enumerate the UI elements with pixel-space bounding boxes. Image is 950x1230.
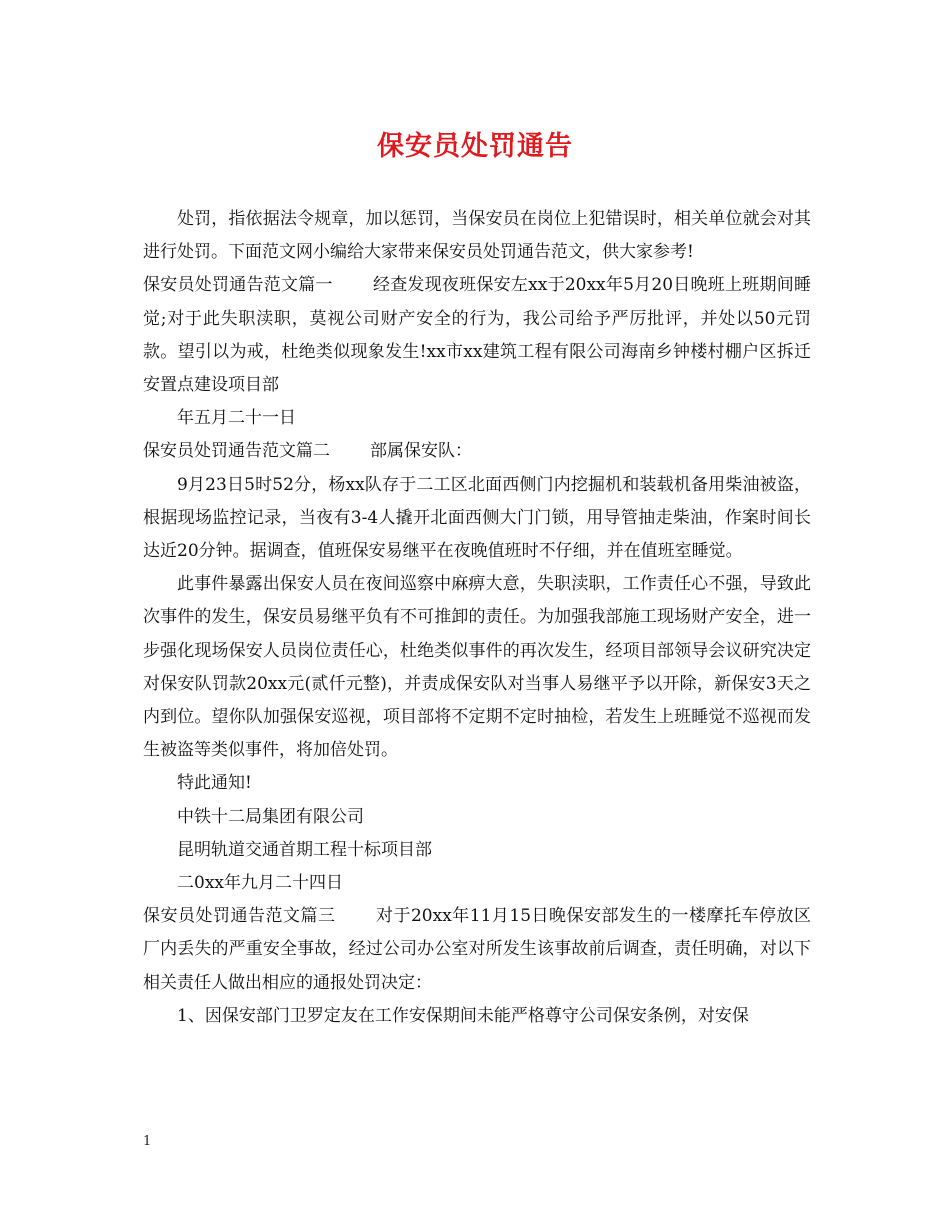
paragraph-text: 此事件暴露出保安人员在夜间巡察中麻痹大意，失职渎职，工作责任心不强，导致此次事件的发生，保安员易继平负有不可推卸的责任。为加强我部施工现场财产安全，进一步强化现场保安人员岗位责任心，杜绝类似事件的再次发生，经项目部领导会议研究决定对保安队罚款20xx元(贰仟元整)，并责成保安队对当事人易继平予以开除，新保安3天之内到位。望你队加强保安巡视，项目部将不定期不定时抽检，若发生上班睡觉不巡视而发生被盗等类似事件，将加倍处罚。 [143, 574, 811, 761]
paragraph-text: 特此通知! [177, 773, 252, 794]
paragraph [143, 834, 811, 867]
paragraph [143, 435, 811, 468]
paragraph [143, 568, 811, 767]
document-title: 保安员处罚通告 [377, 131, 573, 162]
paragraph-text: 9月23日5时52分，杨xx队存于二工区北面西侧门内挖掘机和装载机备用柴油被盗，根据现场监控记录，当夜有3-4人撬开北面西侧大门门锁，用导管抽走柴油，作案时间长达近20分钟。据调查，值班保安易继平在夜晚值班时不仔细，并在值班室睡觉。 [143, 474, 811, 562]
paragraph-text: 中铁十二局集团有限公司 [177, 806, 364, 827]
paragraph-text: 二0xx年九月二十四日 [177, 873, 343, 894]
document-body [143, 203, 811, 1033]
paragraph [143, 767, 811, 800]
paragraph [143, 269, 811, 402]
paragraph [143, 1000, 811, 1033]
paragraph-text: 昆明轨道交通首期工程十标项目部 [177, 839, 432, 860]
paragraph-text: 经查发现夜班保安左xx于20xx年5月20日晚班上班期间睡觉;对于此失职渎职，莫视公司财产安全的行为，我公司给予严厉批评，并处以50元罚款。望引以为戒，杜绝类似现象发生!xx市xx建筑工程有限公司海南乡钟楼村棚户区拆迁安置点建设项目部 [143, 275, 812, 396]
paragraph-text: 处罚，指依据法令规章，加以惩罚，当保安员在岗位上犯错误时，相关单位就会对其进行处罚。下面范文网小编给大家带来保安员处罚通告范文，供大家参考! [143, 209, 811, 263]
paragraph-text: 对于20xx年11月15日晚保安部发生的一楼摩托车停放区厂内丢失的严重安全事故，经过公司办公室对所发生该事故前后调查，责任明确，对以下相关责任人做出相应的通报处罚决定： [143, 906, 812, 993]
paragraph [143, 402, 811, 435]
paragraph-text: 部属保安队： [370, 441, 472, 462]
section-heading: 保安员处罚通告范文篇一 [143, 275, 333, 296]
paragraph-text: 年五月二十一日 [177, 408, 296, 429]
section-heading: 保安员处罚通告范文篇三 [143, 906, 336, 927]
paragraph-text: 1、因保安部门卫罗定友在工作安保期间未能严格尊守公司保安条例，对安保 [177, 1005, 749, 1026]
paragraph [143, 867, 811, 900]
paragraph [143, 801, 811, 834]
section-heading: 保安员处罚通告范文篇二 [143, 441, 330, 462]
paragraph [143, 469, 811, 569]
page-number: 1 [143, 1134, 152, 1149]
paragraph [143, 900, 811, 1000]
paragraph [143, 203, 811, 269]
